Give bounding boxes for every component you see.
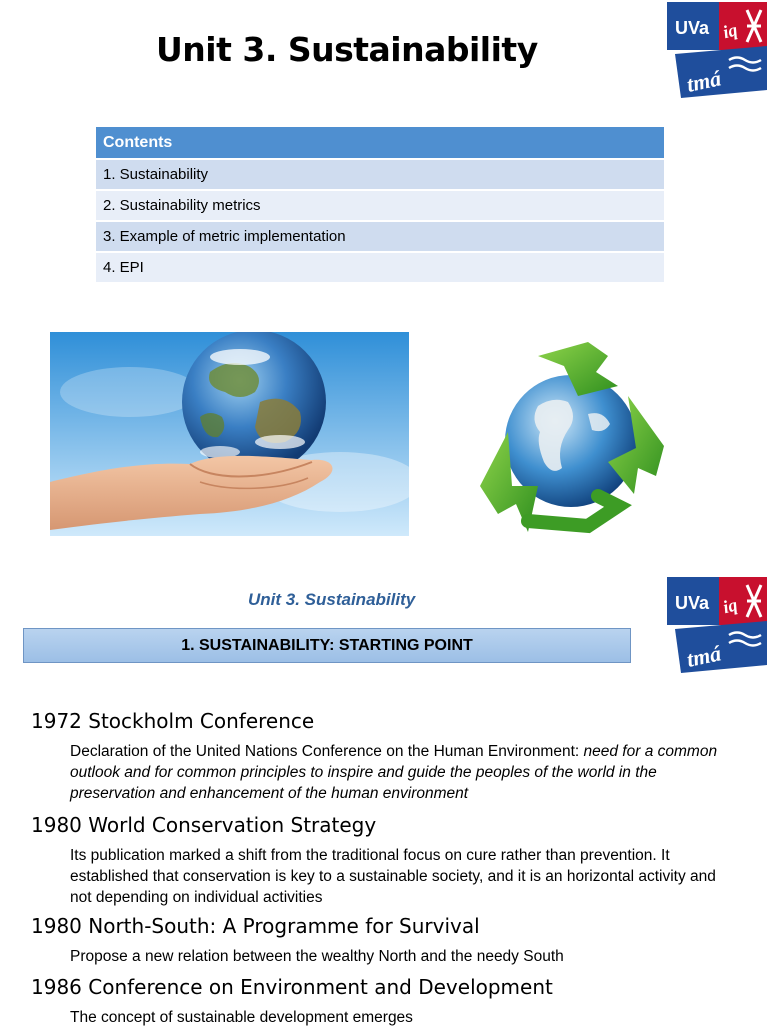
logo-tma-text: tmá	[684, 640, 724, 672]
contents-item: 4. EPI	[96, 251, 664, 282]
recycling-earth-image	[468, 336, 674, 542]
timeline-heading: 1980 World Conservation Strategy	[31, 813, 377, 837]
logo-tma-text: tmá	[684, 65, 724, 97]
contents-table	[96, 127, 664, 282]
timeline-entry	[31, 706, 721, 806]
contents-item: 3. Example of metric implementation	[96, 220, 664, 251]
uva-iq-tma-logo	[667, 577, 767, 673]
timeline-heading: 1972 Stockholm Conference	[31, 709, 315, 733]
uva-iq-tma-logo	[667, 2, 767, 98]
timeline-entry	[31, 810, 721, 910]
timeline-body	[70, 736, 721, 806]
contents-item: 1. Sustainability	[96, 158, 664, 189]
timeline-entry	[31, 972, 721, 1030]
logo-iq-text: iq	[720, 19, 740, 43]
logo-uva-text: UVa	[675, 593, 710, 613]
timeline-body: Propose a new relation between the wealthy North and the needy South	[70, 948, 564, 965]
timeline-heading: 1980 North-South: A Programme for Survival	[31, 914, 480, 938]
logo-iq-text: iq	[720, 594, 740, 618]
timeline-entry	[31, 911, 721, 969]
slide-subtitle: Unit 3. Sustainability	[248, 590, 416, 609]
timeline-body-quote: need for a common outlook and for common principles to inspire and guide the peoples of the world in the preservation and enhancement of the human environment	[70, 743, 718, 802]
contents-header: Contents	[96, 127, 664, 158]
timeline-body: The concept of sustainable development emerges	[70, 1009, 413, 1026]
timeline-body: Its publication marked a shift from the traditional focus on cure rather than prevention. It established that conservation is key to a sustainable society, and it is an horizontal activity and not depending on individual activities	[70, 847, 716, 906]
hand-holding-earth-image	[50, 332, 409, 536]
timeline-heading: 1986 Conference on Environment and Development	[31, 975, 553, 999]
logo-uva-text: UVa	[675, 18, 710, 38]
section-banner: 1. SUSTAINABILITY: STARTING POINT	[23, 628, 631, 663]
slide-title: Unit 3. Sustainability	[156, 30, 538, 69]
timeline-body-text: Declaration of the United Nations Conference on the Human Environment:	[70, 743, 584, 760]
contents-item: 2. Sustainability metrics	[96, 189, 664, 220]
